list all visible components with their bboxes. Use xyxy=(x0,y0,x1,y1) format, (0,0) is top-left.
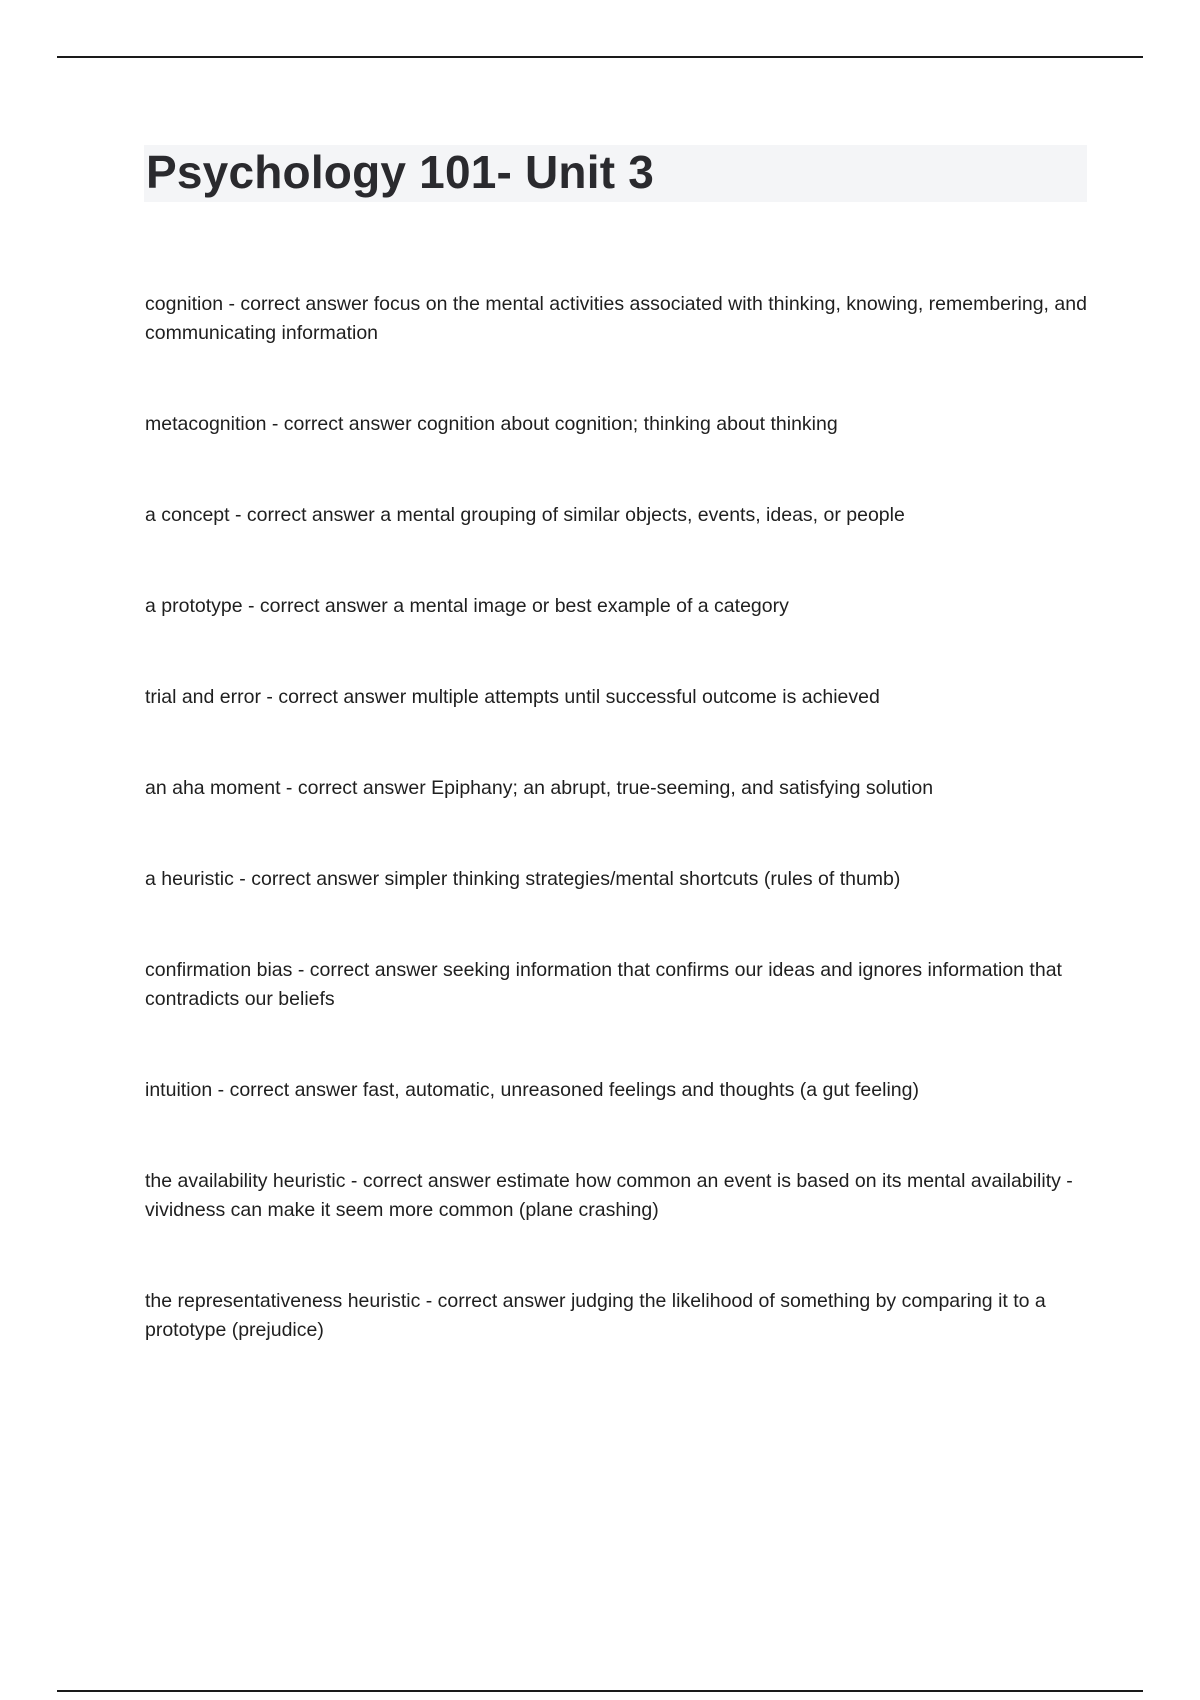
qa-separator: - xyxy=(223,293,241,315)
qa-separator: - xyxy=(260,686,279,708)
qa-separator: - xyxy=(242,595,260,617)
qa-item xyxy=(145,1167,1090,1225)
qa-term: an aha moment xyxy=(145,777,281,799)
qa-answer-label: correct answer xyxy=(229,1079,358,1101)
qa-item xyxy=(145,774,1090,803)
qa-separator: - xyxy=(420,1290,438,1312)
qa-item xyxy=(145,501,1090,530)
qa-item xyxy=(145,592,1090,621)
qa-item xyxy=(145,290,1090,348)
bottom-rule xyxy=(57,1690,1143,1692)
qa-answer-label: correct answer xyxy=(362,1170,491,1192)
qa-answer: a mental image or best example of a category xyxy=(393,595,789,617)
qa-item xyxy=(145,1076,1090,1105)
top-rule xyxy=(57,56,1143,58)
qa-answer: cognition about cognition; thinking about thinking xyxy=(417,413,838,435)
qa-answer: multiple attempts until successful outcome is achieved xyxy=(411,686,880,708)
qa-item xyxy=(145,956,1090,1014)
qa-item xyxy=(145,865,1090,894)
qa-answer-label: correct answer xyxy=(251,868,380,890)
qa-term: the availability heuristic xyxy=(145,1170,346,1192)
qa-separator: - xyxy=(212,1079,230,1101)
qa-term: intuition xyxy=(145,1079,213,1101)
qa-answer-label: correct answer xyxy=(309,959,438,981)
qa-list xyxy=(145,290,1090,1407)
qa-term: a concept xyxy=(145,504,230,526)
qa-separator: - xyxy=(233,868,252,890)
qa-answer-label: correct answer xyxy=(297,777,426,799)
qa-term: metacognition xyxy=(145,413,267,435)
qa-answer-label: correct answer xyxy=(259,595,388,617)
qa-answer: simpler thinking strategies/mental shortcuts (rules of thumb) xyxy=(384,868,901,890)
qa-answer-label: correct answer xyxy=(278,686,407,708)
qa-term: a heuristic xyxy=(145,868,234,890)
qa-answer: a mental grouping of similar objects, events, ideas, or people xyxy=(380,504,905,526)
page-title: Psychology 101- Unit 3 xyxy=(146,146,654,198)
qa-answer: judging the likelihood of something by comparing it to a prototype (prejudice) xyxy=(145,1290,1046,1341)
qa-separator: - xyxy=(345,1170,363,1192)
qa-answer-label: correct answer xyxy=(246,504,375,526)
qa-separator: - xyxy=(266,413,284,435)
qa-answer-label: correct answer xyxy=(240,293,369,315)
qa-term: cognition xyxy=(145,293,224,315)
qa-answer: fast, automatic, unreasoned feelings and thoughts (a gut feeling) xyxy=(362,1079,919,1101)
qa-separator: - xyxy=(292,959,310,981)
qa-answer: estimate how common an event is based on its mental availability - vividness can make it seem more common (plane crashing) xyxy=(145,1170,1073,1221)
qa-answer: focus on the mental activities associated with thinking, knowing, remembering, and communicating information xyxy=(145,293,1087,344)
qa-term: a prototype xyxy=(145,595,243,617)
qa-term: the representativeness heuristic xyxy=(145,1290,421,1312)
qa-separator: - xyxy=(280,777,298,799)
qa-term: confirmation bias xyxy=(145,959,293,981)
qa-item xyxy=(145,410,1090,439)
qa-answer-label: correct answer xyxy=(437,1290,566,1312)
qa-answer: Epiphany; an abrupt, true-seeming, and satisfying solution xyxy=(431,777,934,799)
qa-answer-label: correct answer xyxy=(283,413,412,435)
qa-item xyxy=(145,683,1090,712)
qa-separator: - xyxy=(229,504,247,526)
qa-term: trial and error xyxy=(145,686,261,708)
qa-answer: seeking information that confirms our ideas and ignores information that contradicts our beliefs xyxy=(145,959,1062,1010)
qa-item xyxy=(145,1287,1090,1345)
